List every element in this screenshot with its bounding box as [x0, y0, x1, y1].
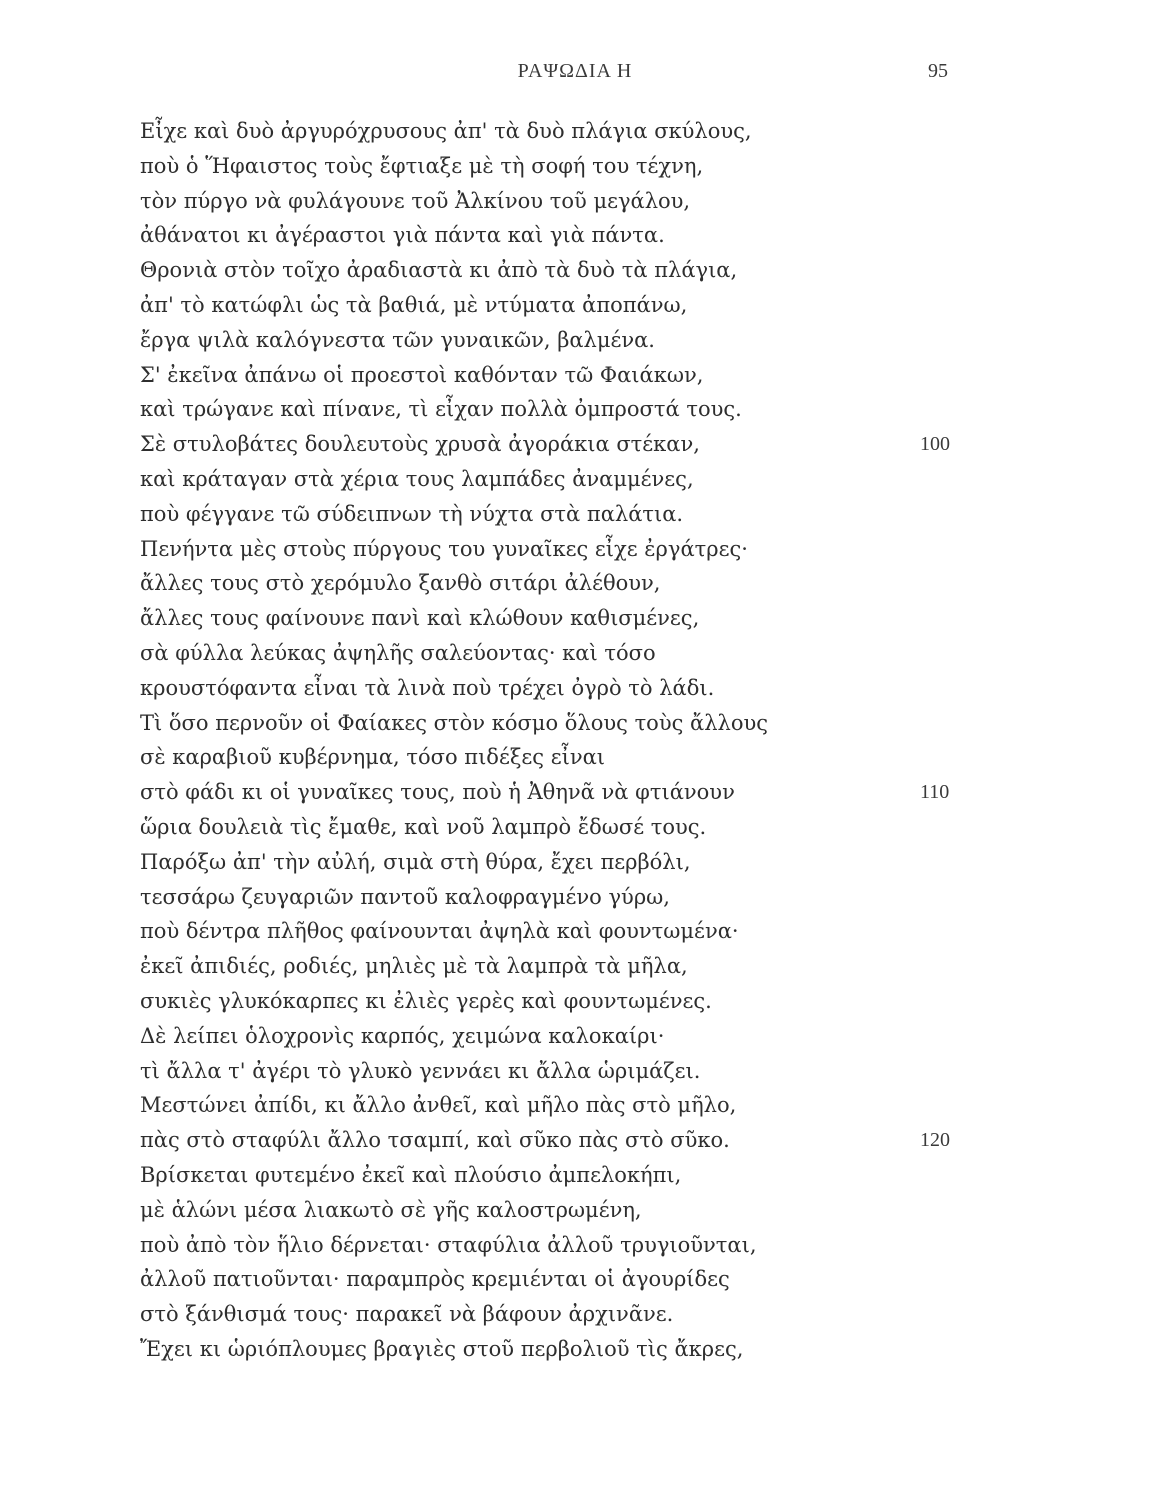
verse-line: ἐκεῖ ἀπιδιές, ροδιές, μηλιὲς μὲ τὰ λαμπρὰ τὰ μῆλα, [140, 954, 688, 979]
rhapsody-title: ΡΑΨΩΔΙΑ Η [517, 60, 633, 82]
verse-line: σὰ φύλλα λεύκας ἀψηλῆς σαλεύοντας· καὶ τόσο [140, 640, 656, 665]
verse-line: κρουστόφαντα εἶναι τὰ λινὰ ποὺ τρέχει ὀγρὸ τὸ λάδι. [140, 675, 715, 700]
page-number: 95 [928, 60, 948, 82]
verse-line: Δὲ λείπει ὁλοχρονὶς καρπός, χειμώνα καλοκαίρι· [140, 1023, 665, 1048]
verse-line: ποὺ φέγγανε τῶ σύδειπνων τὴ νύχτα στὰ παλάτια. [140, 501, 684, 526]
verse-line: ἄλλες τους φαίνουνε πανὶ καὶ κλώθουν καθισμένες, [140, 606, 700, 631]
verse-line: Σ' ἐκεῖνα ἀπάνω οἱ προεστοὶ καθόνταν τῶ Φαιάκων, [140, 362, 704, 387]
verse-line: Σὲ στυλοβάτες δουλευτοὺς χρυσὰ ἀγοράκια στέκαν, [140, 432, 700, 457]
verse-line: Τὶ ὅσο περνοῦν οἱ Φαίακες στὸν κόσμο ὅλους τοὺς ἄλλους [140, 710, 769, 735]
verse-block [140, 114, 900, 1367]
verse-line: ποὺ δέντρα πλῆθος φαίνουνται ἀψηλὰ καὶ φουντωμένα· [140, 919, 739, 944]
verse-line: Μεστώνει ἀπίδι, κι ἄλλο ἀνθεῖ, καὶ μῆλο πὰς στὸ μῆλο, [140, 1093, 737, 1118]
verse-line: καὶ κράταγαν στὰ χέρια τους λαμπάδες ἀναμμένες, [140, 466, 694, 491]
verse-line: ἄλλες τους στὸ χερόμυλο ξανθὸ σιτάρι ἀλέθουν, [140, 571, 661, 596]
verse-line: καὶ τρώγανε καὶ πίνανε, τὶ εἶχαν πολλὰ ὀμπροστά τους. [140, 397, 742, 422]
verse-line: ποὺ ὁ Ἥφαιστος τοὺς ἔφτιαξε μὲ τὴ σοφή του τέχνη, [140, 153, 704, 178]
running-header [0, 60, 1150, 90]
verse-line: τὶ ἄλλα τ' ἀγέρι τὸ γλυκὸ γεννάει κι ἄλλα ὡριμάζει. [140, 1058, 701, 1083]
verse-line: στὸ φάδι κι οἱ γυναῖκες τους, ποὺ ἡ Ἀθηνᾶ νὰ φτιάνουν [140, 780, 735, 805]
verse-line: μὲ ἁλώνι μέσα λιακωτὸ σὲ γῆς καλοστρωμένη, [140, 1197, 642, 1222]
verse-line: ποὺ ἀπὸ τὸν ἥλιο δέρνεται· σταφύλια ἀλλοῦ τρυγιοῦνται, [140, 1232, 757, 1257]
verse-line: συκιὲς γλυκόκαρπες κι ἐλιὲς γερὲς καὶ φουντωμένες. [140, 988, 712, 1013]
verse-line: στὸ ξάνθισμά τους· παρακεῖ νὰ βάφουν ἀρχινᾶνε. [140, 1302, 674, 1327]
verse-line: Πενήντα μὲς στοὺς πύργους του γυναῖκες εἶχε ἐργάτρες· [140, 536, 748, 561]
verse-line: ἀλλοῦ πατιοῦνται· παραμπρὸς κρεμιένται οἱ ἀγουρίδες [140, 1267, 730, 1292]
verse-line: ὥρια δουλειὰ τὶς ἔμαθε, καὶ νοῦ λαμπρὸ ἔδωσέ τους. [140, 814, 707, 839]
line-number-100: 100 [920, 433, 950, 456]
verse-line: τὸν πύργο νὰ φυλάγουνε τοῦ Ἀλκίνου τοῦ μεγάλου, [140, 188, 691, 213]
verse-line: πὰς στὸ σταφύλι ἄλλο τσαμπί, καὶ σῦκο πὰς στὸ σῦκο. [140, 1128, 730, 1153]
verse-line: Παρόξω ἀπ' τὴν αὐλή, σιμὰ στὴ θύρα, ἔχει περβόλι, [140, 849, 691, 874]
verse-line: ἔργα ψιλὰ καλόγνεστα τῶν γυναικῶν, βαλμένα. [140, 327, 655, 352]
line-number-120: 120 [920, 1129, 950, 1152]
verse-line: Εἶχε καὶ δυὸ ἀργυρόχρυσους ἀπ' τὰ δυὸ πλάγια σκύλους, [140, 119, 752, 143]
verse-line: Θρονιὰ στὸν τοῖχο ἀραδιαστὰ κι ἀπὸ τὰ δυὸ τὰ πλάγια, [140, 258, 738, 283]
verse-line: Ἔχει κι ὡριόπλουμες βραγιὲς στοῦ περβολιοῦ τὶς ἄκρες, [140, 1336, 744, 1361]
verse-line: τεσσάρω ζευγαριῶν παντοῦ καλοφραγμένο γύρω, [140, 884, 670, 909]
verse-line: Βρίσκεται φυτεμένο ἐκεῖ καὶ πλούσιο ἀμπελοκήπι, [140, 1162, 682, 1187]
verse-line: σὲ καραβιοῦ κυβέρνημα, τόσο πιδέξες εἶναι [140, 745, 606, 770]
verse-line: ἀπ' τὸ κατώφλι ὡς τὰ βαθιά, μὲ ντύματα ἀποπάνω, [140, 292, 688, 317]
line-number-110: 110 [920, 781, 950, 804]
verse-line: ἀθάνατοι κι ἀγέραστοι γιὰ πάντα καὶ γιὰ πάντα. [140, 223, 665, 248]
